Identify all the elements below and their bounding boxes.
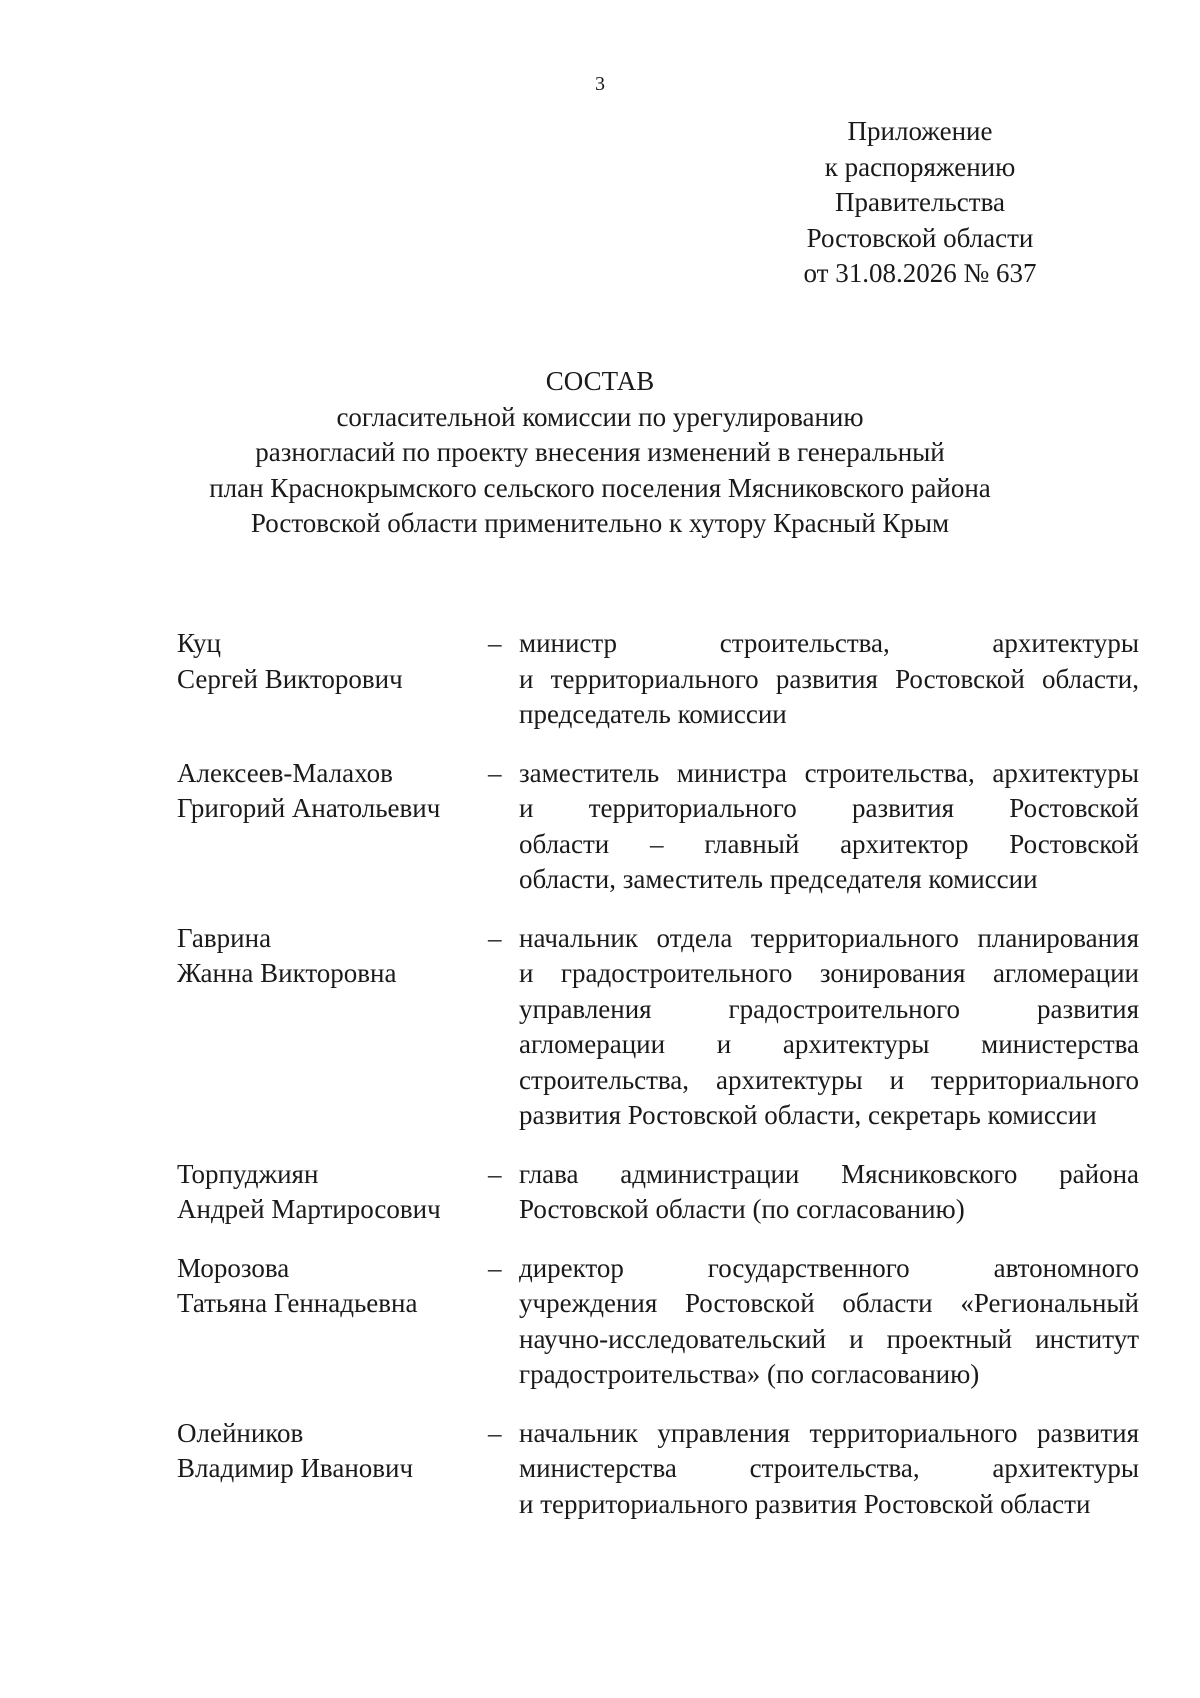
role-line: научно-исследовательский и проектный институт: [519, 1323, 1139, 1354]
member-name: [177, 921, 487, 1134]
member-entry: [177, 756, 1137, 898]
page-number: 3: [595, 73, 605, 95]
role-line: управления градостроительного развития: [519, 993, 1139, 1024]
member-role: [519, 756, 1139, 898]
member-given-names: Жанна Викторовна: [177, 958, 397, 988]
appendix-line: от 31.08.2026 № 637: [803, 258, 1037, 288]
member-entry: [177, 626, 1137, 733]
member-entry: [177, 1157, 1137, 1228]
member-name: [177, 756, 487, 898]
dash-separator: –: [488, 1158, 502, 1189]
role-line: глава администрации Мясниковского района: [519, 1158, 1139, 1189]
role-line: министр строительства, архитектуры: [519, 628, 1139, 658]
title-line: Ростовской области применительно к хутору Красный Крым: [250, 508, 950, 538]
member-surname: Морозова: [177, 1252, 290, 1283]
member-name: [177, 1157, 487, 1228]
member-given-names: Татьяна Геннадьевна: [177, 1288, 418, 1318]
appendix-block: [700, 114, 1140, 292]
dash-separator: –: [488, 1252, 502, 1283]
role-line: министерства строительства, архитектуры: [519, 1453, 1139, 1483]
title-heading: СОСТАВ: [545, 366, 655, 396]
member-surname: Олейников: [177, 1417, 304, 1448]
member-name: [177, 1416, 487, 1523]
member-role: [519, 626, 1139, 733]
member-role: [519, 921, 1139, 1134]
role-line: Ростовской области (по согласованию): [519, 1194, 965, 1224]
dash-separator: –: [488, 628, 502, 658]
role-line: агломерации и архитектуры министерства: [519, 1029, 1139, 1059]
role-line: области – главный архитектор Ростовской: [519, 828, 1139, 859]
dash-separator: –: [488, 922, 502, 953]
member-role: [519, 1416, 1139, 1523]
role-line: и градостроительного зонирования агломерации: [519, 958, 1139, 988]
role-line: начальник отдела территориального планирования: [519, 922, 1139, 953]
member-given-names: Григорий Анатольевич: [177, 793, 441, 823]
role-line: и территориального развития Ростовской области,: [519, 663, 1139, 694]
role-line: области, заместитель председателя комиссии: [519, 864, 1038, 894]
role-line: заместитель министра строительства, архитектуры: [519, 757, 1139, 788]
member-name: [177, 626, 487, 733]
role-line: директор государственного автономного: [519, 1252, 1139, 1283]
member-name: [177, 1251, 487, 1393]
title-line: разногласий по проекту внесения изменений в генеральный: [255, 437, 945, 467]
member-entry: [177, 921, 1137, 1134]
member-surname: Алексеев-Малахов: [177, 757, 393, 788]
title-line: план Краснокрымского сельского поселения Мясниковского района: [209, 472, 991, 503]
role-line: учреждения Ростовской области «Региональный: [519, 1288, 1139, 1318]
document-title: [0, 364, 1200, 542]
member-role: [519, 1157, 1139, 1228]
role-line: председатель комиссии: [519, 699, 787, 729]
appendix-line: Ростовской области: [806, 222, 1034, 253]
dash-separator: –: [488, 757, 502, 788]
member-surname: Куц: [177, 628, 221, 658]
role-line: градостроительства» (по согласованию): [519, 1359, 980, 1389]
role-line: развития Ростовской области, секретарь комиссии: [519, 1100, 1097, 1130]
member-given-names: Сергей Викторович: [177, 663, 403, 694]
member-given-names: Андрей Мартиросович: [177, 1194, 441, 1224]
title-line: согласительной комиссии по урегулированию: [336, 401, 864, 432]
member-surname: Гаврина: [177, 922, 272, 953]
member-role: [519, 1251, 1139, 1393]
role-line: строительства, архитектуры и территориального: [519, 1064, 1139, 1095]
member-entry: [177, 1416, 1137, 1523]
appendix-line: к распоряжению: [824, 151, 1016, 182]
member-entry: [177, 1251, 1137, 1393]
role-line: и территориального развития Ростовской: [519, 793, 1139, 823]
member-surname: Торпуджиян: [177, 1158, 319, 1189]
commission-members-list: [177, 626, 1137, 1545]
dash-separator: –: [488, 1417, 502, 1448]
role-line: и территориального развития Ростовской области: [519, 1488, 1091, 1519]
appendix-line: Приложение: [847, 116, 993, 146]
appendix-line: Правительства: [835, 187, 1005, 217]
role-line: начальник управления территориального развития: [519, 1417, 1139, 1448]
member-given-names: Владимир Иванович: [177, 1453, 414, 1483]
